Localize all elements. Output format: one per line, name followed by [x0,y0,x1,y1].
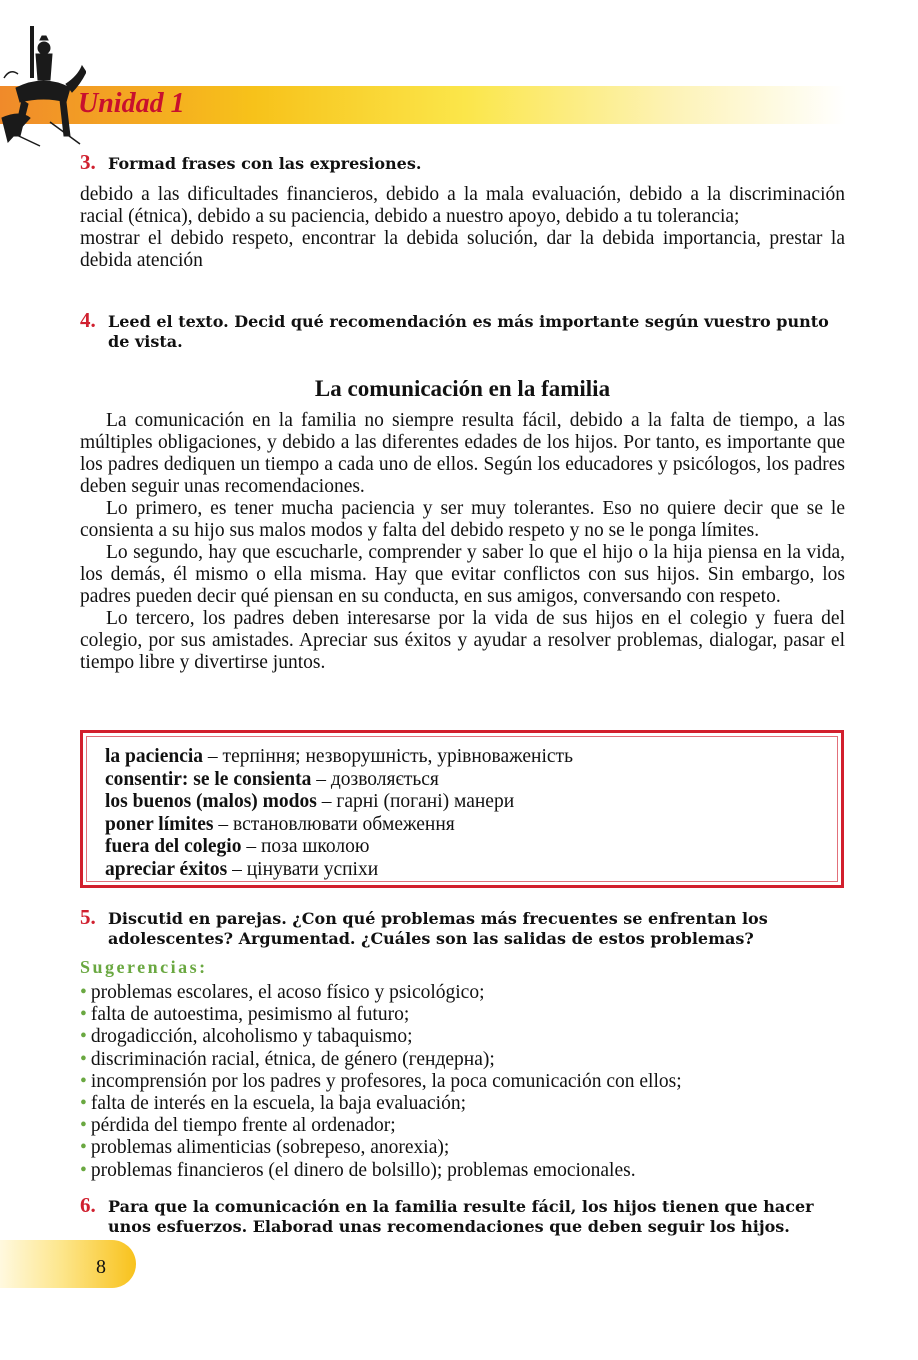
reading-title: La comunicación en la familia [314,376,611,401]
list-item [80,1026,682,1048]
unit-title: Unidad 1 [78,88,185,119]
bullet-icon: • [80,982,87,1003]
vocab-term: apreciar éxitos [105,858,228,880]
exercise-6-instruction [80,1193,845,1237]
exercise-6-number: 6. [80,1193,96,1217]
exercise-5-instruction [80,905,845,949]
bullet-icon: • [80,1159,87,1181]
exercise-3-expressions [80,184,845,272]
exercise-4-instruction [80,308,845,352]
suggestions-list [80,982,682,1182]
reading-paragraph: Lo tercero, los padres deben interesarse por la vida de sus hijos en el colegio y fuera del colegio, por sus amistades. Apreciar sus éxitos y ayudar a resolver problemas, dialogar, pasar el tiempo libre y divertirse juntos. [80,608,845,673]
suggestion-text: falta de autoestima, pesimismo al futuro; [90,1004,410,1026]
list-item [80,1093,682,1115]
exercise-4-text: Leed el texto. Decid qué recomendación es más importante según vuestro punto de vista. [108,312,829,351]
vocab-term: los buenos (malos) modos [105,791,317,812]
vocab-translation: – цінувати успіхи [227,858,379,880]
bullet-icon: • [80,1093,87,1115]
vocab-term: poner límites [105,813,214,835]
bullet-icon: • [80,1048,87,1070]
bullet-icon: • [80,1004,87,1026]
vocab-entry [105,859,573,882]
bullet-icon: • [80,1115,87,1137]
list-item [80,1137,682,1159]
suggestion-text: falta de interés en la escuela, la baja evaluación; [90,1093,467,1115]
bullet-icon: • [80,1026,87,1048]
suggestion-text: drogadicción, alcoholismo y tabaquismo; [90,1026,413,1048]
vocab-entry [105,769,573,792]
vocabulary-list [105,746,573,881]
suggestions-label: Sugerencias: [80,957,208,977]
vocab-entry [105,814,573,837]
list-item [80,1160,682,1182]
page-number-tab [0,1240,136,1288]
expressions-line-1: debido a las dificultades financieros, debido a la mala evaluación, debido a la discriminación racial (étnica), debido a su paciencia, debido a nuestro apoyo, debido a tu tolerancia; [80,184,845,227]
list-item [80,1115,682,1137]
suggestion-text: pérdida del tiempo frente al ordenador; [90,1115,396,1137]
exercise-3-instruction [80,150,845,174]
bullet-icon: • [80,1070,87,1092]
exercise-3-number: 3. [80,150,96,174]
vocab-translation: – гарні (погані) манери [316,791,515,812]
exercise-4-number: 4. [80,308,96,332]
reading-paragraph: La comunicación en la familia no siempre resulta fácil, debido a la falta de tiempo, a las múltiples obligaciones, y debido a las diferentes edades de los hijos. Por tanto, es importante que los padres dediquen un tiempo a cada uno de ellos. Según los educadores y psicólogos, los padres deben seguir unas recomendaciones. [80,410,845,497]
exercise-5-text: Discutid en parejas. ¿Con qué problemas más frecuentes se enfrentan los adolescentes? Argumentad. ¿Cuáles son las salidas de estos problemas? [108,909,768,948]
vocab-translation: – поза школою [241,836,370,857]
vocab-entry [105,746,573,769]
suggestion-text: problemas financieros (el dinero de bolsillo); problemas emocionales. [90,1159,636,1181]
vocab-entry [105,836,573,859]
exercise-6-text: Para que la comunicación en la familia resulte fácil, los hijos tienen que hacer unos esfuerzos. Elaborad unas recomendaciones que deben seguir los hijos. [108,1197,814,1236]
list-item [80,1004,682,1026]
list-item [80,1049,682,1071]
exercise-5-number: 5. [80,905,96,929]
suggestion-text: incomprensión por los padres y profesores, la poca comunicación con ellos; [90,1070,682,1092]
vocab-term: fuera del colegio [105,836,242,857]
reading-text [80,410,845,674]
expressions-line-2: mostrar el debido respeto, encontrar la debida solución, dar la debida importancia, prestar la debida atención [80,228,845,271]
vocab-translation: – терпіння; незворушність, урівноваженість [203,746,573,767]
vocab-term: la paciencia [105,746,204,767]
vocabulary-box [80,730,844,888]
reading-paragraph: Lo segundo, hay que escucharle, comprender y saber lo que el hijo o la hija piensa en la vida, los demás, él mismo o ella misma. Hay que evitar conflictos con sus hijos. Sin embargo, los padres pueden decir qué piensan en su conducta, en sus amigos, conversando con respeto. [80,542,845,607]
vocab-translation: – дозволяється [311,768,439,790]
vocab-term: consentir: se le consienta [105,768,312,790]
list-item [80,982,682,1004]
suggestion-text: discriminación racial, étnica, de género (гендерна); [90,1048,495,1070]
vocab-entry [105,791,573,814]
suggestion-text: problemas escolares, el acoso físico y psicológico; [90,982,485,1003]
bullet-icon: • [80,1137,87,1159]
list-item [80,1071,682,1093]
reading-paragraph: Lo primero, es tener mucha paciencia y ser muy tolerantes. Eso no quiere decir que se le consienta a su hijo sus malos modos y falta del debido respeto y no se le ponga límites. [80,498,845,541]
vocab-translation: – встановлювати обмеження [213,813,455,835]
page-number: 8 [96,1256,106,1278]
exercise-3-text: Formad frases con las expresiones. [108,154,422,173]
don-quixote-icon [0,18,86,148]
suggestion-text: problemas alimenticias (sobrepeso, anorexia); [90,1137,450,1159]
